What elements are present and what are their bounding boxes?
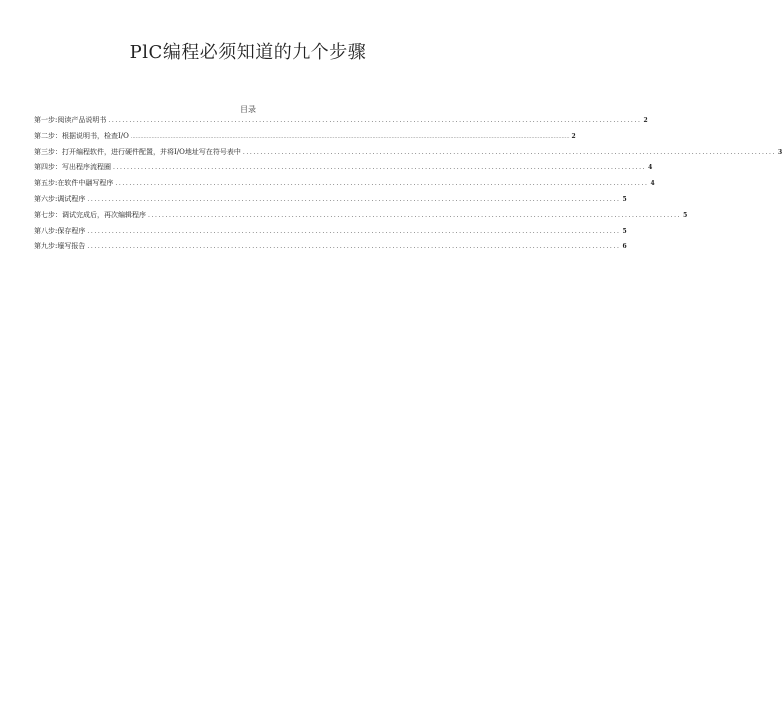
- toc-entry[interactable]: [34, 226, 627, 242]
- toc-entry-page: 6: [622, 243, 627, 251]
- toc-dot-leader: ........................................................................................................................................................: [87, 227, 621, 235]
- toc-entry-page: 5: [622, 227, 627, 235]
- toc-entry-page: 2: [571, 132, 576, 140]
- toc-entry-label: 第三步：打开编程软件，进行硬件配置，并将I/O地址写在符号表中: [34, 147, 241, 156]
- toc-entry-label: 第二步：根据说明书，检查I/O: [34, 131, 129, 140]
- document-title: PlC编程必须知道的九个步骤: [129, 42, 367, 63]
- toc-dot-leader: ........................................................................................................................................................: [108, 117, 642, 124]
- toc-dot-leader: ........................................................................................................................................................: [87, 243, 621, 251]
- toc-entry[interactable]: [34, 131, 576, 147]
- toc-entry[interactable]: [34, 210, 688, 226]
- toc-entry[interactable]: [34, 147, 782, 163]
- toc-dot-leader: ........................................................................................................................................................: [113, 164, 647, 172]
- toc-dot-leader: ........................................................................................................................................................: [148, 211, 682, 219]
- toc-entry-page: 5: [683, 211, 688, 219]
- toc-entry[interactable]: [34, 241, 627, 257]
- toc-entry-label: 第四步：写出程序流程圈: [34, 163, 111, 172]
- toc-entry[interactable]: [34, 194, 627, 210]
- toc-dot-leader: ........................................................................................................................................................: [87, 195, 621, 203]
- toc-entry-label: 第七步：调试完成后，再次编辑程序: [34, 210, 146, 219]
- toc-dot-leader: ....................................................................................................................................................................................................................................................................................: [130, 133, 570, 140]
- toc-entry-label: 第五步:在软件中翮写程序: [34, 179, 114, 188]
- toc-entry-page: 4: [648, 164, 653, 172]
- toc-entry[interactable]: [34, 115, 648, 131]
- toc-entry-label: 第六步:调试程序: [34, 194, 86, 203]
- toc-heading: 目录: [240, 105, 256, 114]
- toc-entry-label: 第九步:壕写报告: [34, 242, 86, 251]
- toc-dot-leader: ........................................................................................................................................................: [242, 148, 776, 156]
- toc-entry-page: 3: [777, 148, 782, 156]
- toc-entry[interactable]: [34, 178, 655, 194]
- table-of-contents: [34, 115, 782, 257]
- toc-entry-label: 第一步:阅读产品说明书: [34, 116, 107, 124]
- toc-entry[interactable]: [34, 162, 653, 178]
- toc-entry-page: 4: [650, 180, 655, 188]
- toc-entry-page: 2: [643, 117, 648, 124]
- toc-entry-page: 5: [622, 195, 627, 203]
- toc-entry-label: 第八步:保存程序: [34, 226, 86, 235]
- toc-dot-leader: ........................................................................................................................................................: [115, 180, 649, 188]
